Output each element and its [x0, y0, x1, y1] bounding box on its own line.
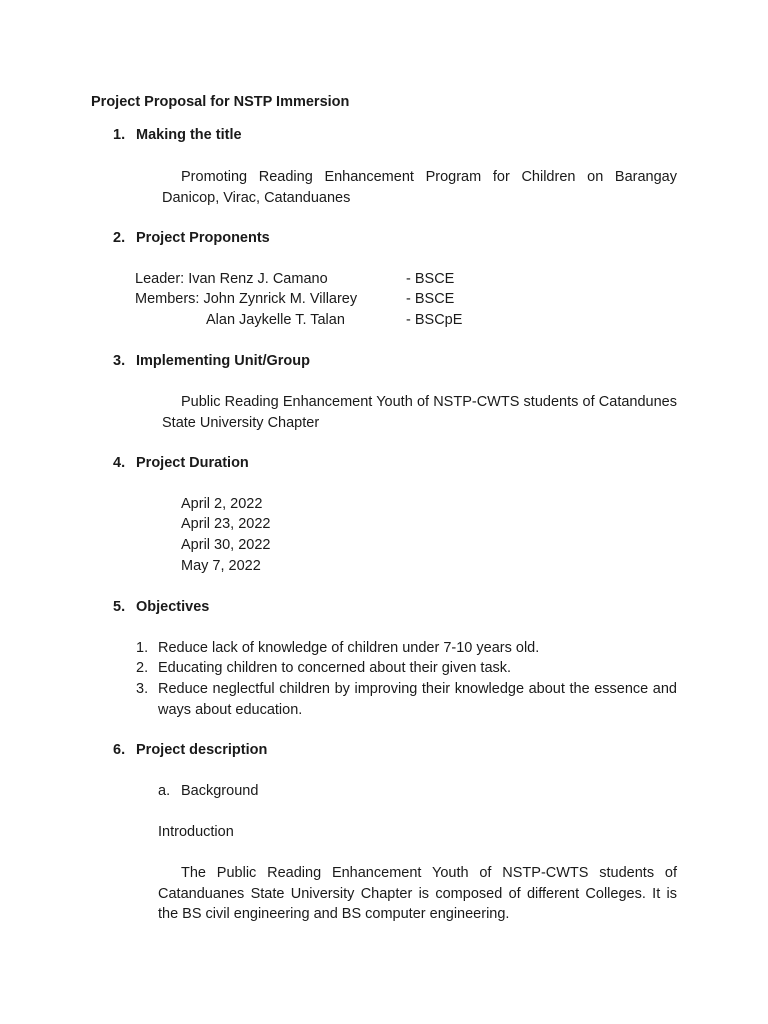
section-6-heading: Project description [136, 742, 268, 758]
section-6-number: 6. [113, 742, 126, 758]
implementing-unit-paragraph: Public Reading Enhancement Youth of NSTP-CWTS students of Catandunes State University Chapter [162, 394, 677, 431]
subsection-background: Background [181, 783, 259, 799]
duration-date: May 7, 2022 [181, 558, 261, 574]
duration-date: April 23, 2022 [181, 516, 271, 532]
proponent-member-2: Alan Jaykelle T. Talan [206, 312, 345, 328]
section-5-number: 5. [113, 599, 126, 615]
proponent-leader-course: - BSCE [406, 271, 455, 287]
document-title: Project Proposal for NSTP Immersion [91, 94, 350, 110]
introduction-label: Introduction [158, 824, 234, 840]
section-2-number: 2. [113, 230, 126, 246]
duration-date: April 30, 2022 [181, 537, 271, 553]
section-3-heading: Implementing Unit/Group [136, 353, 310, 369]
proponent-member-1-course: - BSCE [406, 291, 455, 307]
project-title-paragraph: Promoting Reading Enhancement Program for Children on Barangay Danicop, Virac, Catanduanes [162, 169, 677, 206]
subsection-letter: a. [158, 783, 171, 799]
proponent-member-1: Members: John Zynrick M. Villarey [135, 291, 358, 307]
objective-item: Reduce neglectful children by improving their knowledge about the essence and ways about education. [158, 681, 677, 718]
objective-number: 3. [136, 681, 149, 697]
introduction-paragraph: The Public Reading Enhancement Youth of NSTP-CWTS students of Catanduanes State University Chapter is composed of different Colleges. It is the BS civil engineering and BS computer engineering. [158, 865, 677, 922]
objective-number: 1. [136, 640, 149, 656]
objective-item: Reduce lack of knowledge of children under 7-10 years old. [158, 640, 540, 656]
section-2-heading: Project Proponents [136, 230, 270, 246]
objective-number: 2. [136, 660, 149, 676]
objective-item: Educating children to concerned about their given task. [158, 660, 512, 676]
section-5-heading: Objectives [136, 599, 210, 615]
section-4-number: 4. [113, 455, 126, 471]
section-3-number: 3. [113, 353, 126, 369]
duration-date: April 2, 2022 [181, 496, 263, 512]
section-4-heading: Project Duration [136, 455, 249, 471]
section-1-number: 1. [113, 127, 126, 143]
section-1-heading: Making the title [136, 127, 242, 143]
proponent-leader: Leader: Ivan Renz J. Camano [135, 271, 328, 287]
proponent-member-2-course: - BSCpE [406, 312, 463, 328]
